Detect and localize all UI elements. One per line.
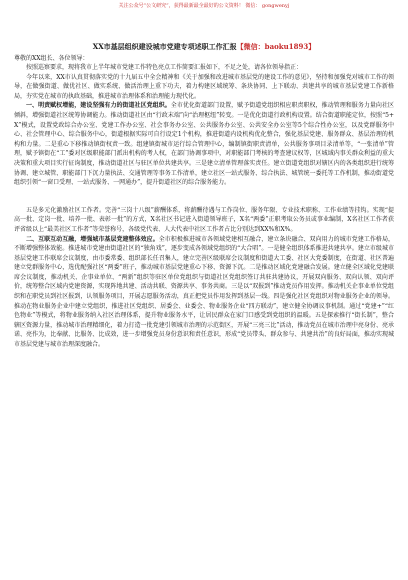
header-notice: 关注公众号“公文研究”，获得最新最全最好的公文资料！ 微信： gongwenyj — [118, 3, 290, 9]
section-2-body: 五是多元化激励社区工作者。完善“三岗十八级”薪酬体系，将薪酬待遇与工作岗位、服务年限、专业技术职称、工作业绩等挂钩。实现“提高一批、定岗一批、培养一批、表彰一批”的方式，X名社区书记进入街道领导班子，X名“两委”正职考取公务员或事业编制，X名社区工作者获评省级以上“最美社区工作者”等荣誉称号，各级党代表、人大代表中社区工作者占比分别达到XX%和X%。 — [14, 206, 394, 233]
intro-paragraph-1: 按照巡察要求，现将我市上半年城市党建工作特色亮点工作简要汇报如下，不足之处，请各位领导指正： — [26, 64, 303, 71]
title-text: XX市基层组织建设城市党建专项述职工作汇报 — [92, 42, 237, 51]
salutation: 尊敬的XX组长、各位领导： — [14, 55, 89, 62]
section-3-body: 全市积极推进城市各领域党建相互融合，建立条块融合、双向用力的城市党建工作格局，不断增强整体效能。推进城市党建由街道社区的“独角戏”，逐步变成各领域党组织的“大合唱”。一是健全组织体系推进共建共享。建立市级城市基层党建工作联席会议制度，由市委常委、组织部长任召集人，建立完善区级联席会议制度和街道大工委、社区大党委制度，在街道、社区普遍建立党群服务中心，选优配强社区“两委”班子，推动城市基层党建重心下移、资源下沉。二是推动区域化党建融合发展。建立健全区域化党建联席会议制度，推动机关、企事业单位、“两新”组织等驻区单位党组织与街道社区党组织签订共驻共建协议，开展双向服务、双向认领、双向评价，统筹整合区域内党建资源，实现阵地共建、活动共联、资源共享、事务共商。三是以“双报到”推动党员作用发挥。推动机关企事业单位党组织和在职党员到社区报到，认领服务项目，开展志愿服务活动，真正把党员作用发挥到基层一线。四是强化社区党组织对物业服务企业的领导。推动在物业服务企业中建立党组织，推进社区党组织、居委会、业委会、物业服务企业“四方联动”，建立健全协调议事机制。通过“党建+”“红色物业”等模式，将物业服务纳入社区治理体系，提升物业服务水平，让居民群众在家门口感受到党组织的温暖。五是探索推行“街长制”，整合辖区资源力量，推动城市治理精细化，着力打造一批党建引领城市治理的示范街区，开展“三亮三比”活动，推动党员在城市治理中亮身份、亮承诺、亮作为，比奉献、比服务、比成效，进一步增强党员身份意识和责任意识，形成“党员带头、群众参与、共建共治”的良好局面，推动实现城市基层党建与城市治理深度融合。 — [14, 235, 394, 349]
author-tag: 【微信：baoku1893】 — [236, 42, 316, 51]
section-1 — [14, 101, 394, 187]
section-3-heading: 二、互联互动互融，增强城市基层党建整体效应。 — [26, 235, 159, 243]
section-2 — [14, 206, 394, 235]
section-1-heading: 一、明责赋权增能，建设坚强有力的街道社区党组织。 — [26, 102, 171, 110]
page-gap — [14, 188, 394, 206]
document-title — [14, 42, 394, 52]
section-1-body: 全市优化街道部门设置，赋予街道党组织相应职责职权，推动管理和服务力量向社区倾斜，增强街道社区统筹协调能力。推动街道社区由“行政末端”向“治理枢纽”转变。一是优化街道行政机构设置。结合街道职能定位，按照“5+X”模式，设置党政综合办公室、党建工作办公室、社会事务办公室、公共服务办公室、公共安全办公室等5个综合性办公室，以及党群服务中心、社会管理中心、综合服务中心，街道根据实际可自行设定1个机构，推进街道内设机构优化整合，强化基层党建、服务群众、基层治理的机构和力量。二是重心下移推动镇街权责一致。组建镇街城市运行综合管理中心，编制镇街职责清单，公共服务事项目录清单等，“一张清单”管理，赋予镇街在“工”委对区级职能部门派出机构的考人权，在部门协调事项中，对职能部门考核的考查建议权等，区城域内事关群众利益的重大决策和重大项目实行征询制度，推动街道社区与驻区单位共建共享。三是建立清单管理落实责任。建立街道党组织对辖区内的各类组织进行统筹协调、建立城管、职能部门下沉力量执法、交通管理等事务工作清单，建立社区一站式服务、综合执法、城管统一委托等工作机制，推动街道党组织引领“一窗口受理、一站式服务、一网通办”，提升街道社区的综合服务能力。 — [14, 102, 394, 187]
intro-paragraph-2: 今年以来，XX市认真贯彻落实党的十九届五中全会精神和《关于加强和改进城市基层党的建设工作的意见》，坚持和加强党对城市工作的领导，在做强街道、做优社区、做实系统、做活治理上重下功夫，着力构建区域统筹、条块协同、上下联动、共建共享的城市基层党建工作新格局，夯实党在城市的执政基础，推进城市治理体系和治理能力现代化。 — [14, 73, 394, 100]
section-3 — [14, 235, 394, 350]
